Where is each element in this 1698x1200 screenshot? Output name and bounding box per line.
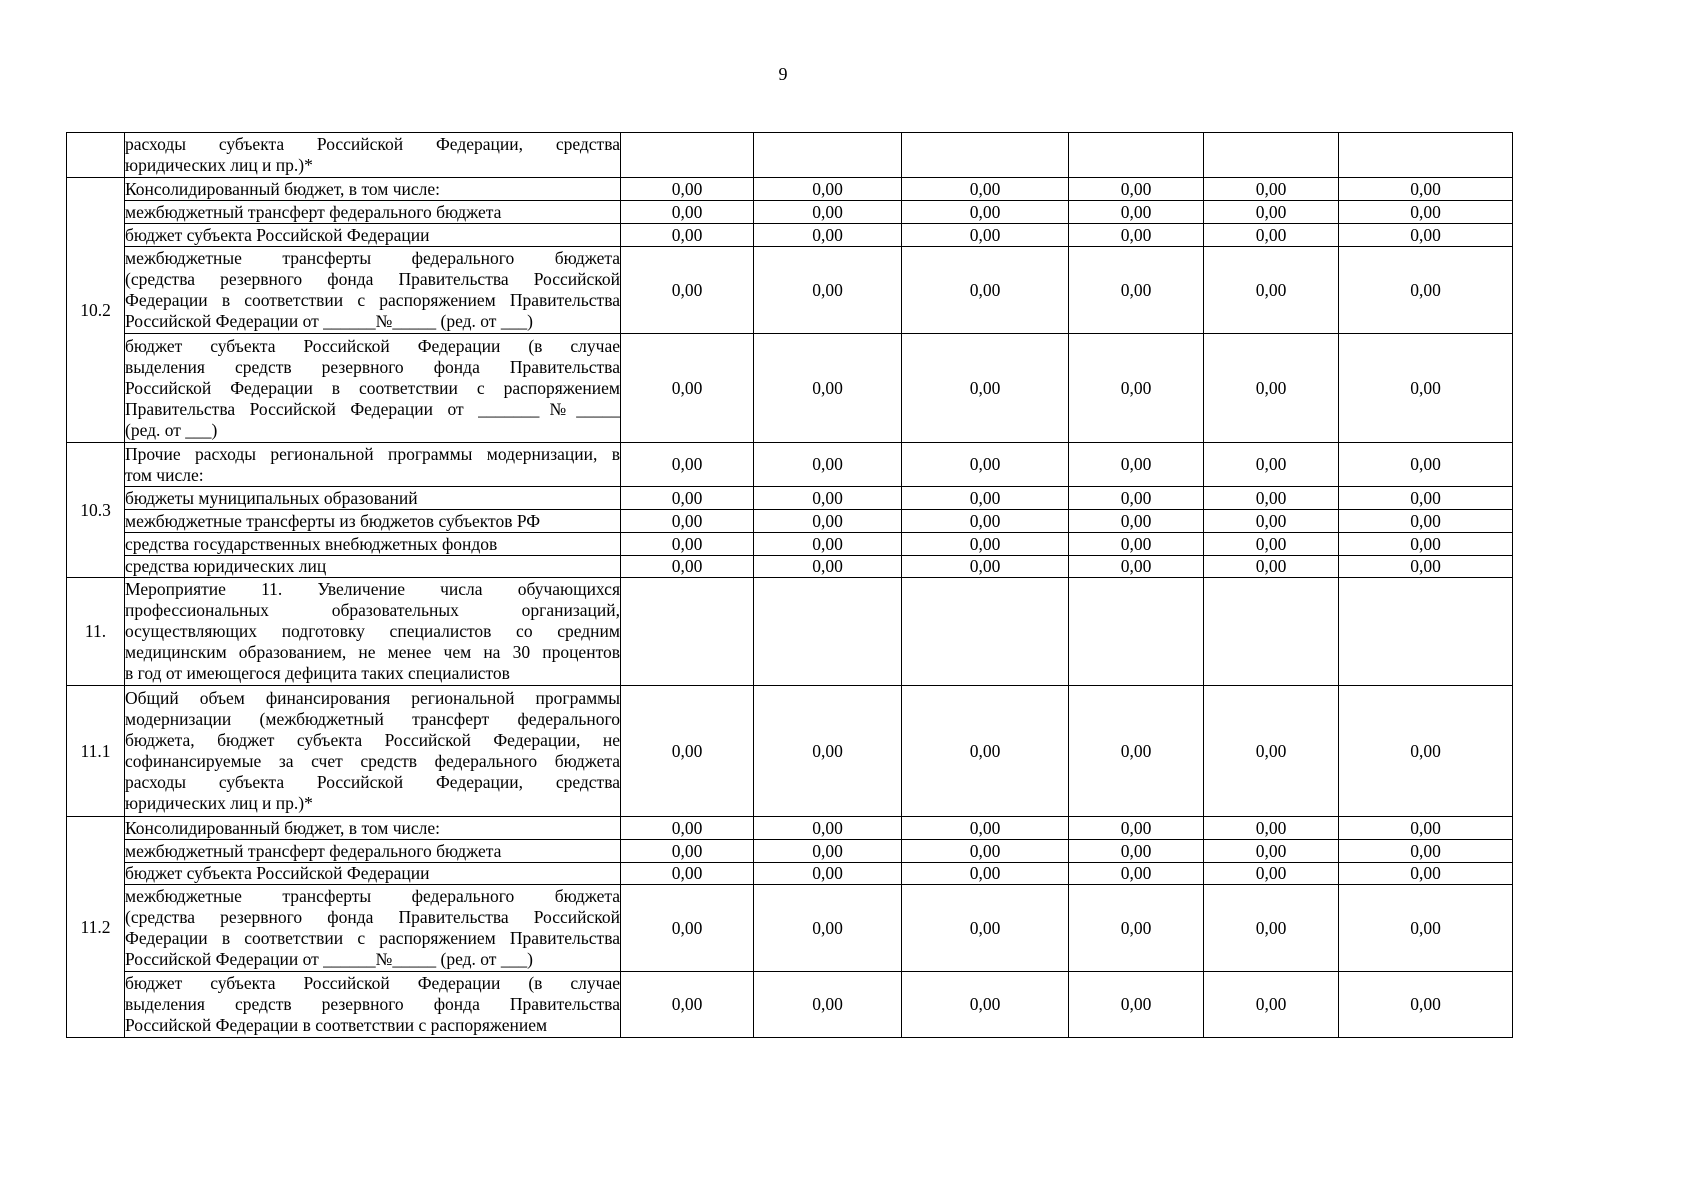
value-cell-5: 0,00	[1204, 885, 1339, 972]
value-cell-4: 0,00	[1069, 972, 1204, 1038]
description-cell	[125, 334, 621, 443]
description-cell	[125, 817, 621, 840]
table-row	[67, 487, 1513, 510]
description-cell	[125, 178, 621, 201]
value-cell-5: 0,00	[1204, 510, 1339, 533]
table-row	[67, 885, 1513, 972]
value-cell-2: 0,00	[754, 334, 902, 443]
description-line: Прочие расходы региональной программы модернизации, в	[125, 443, 620, 464]
description-line: Консолидированный бюджет, в том числе:	[125, 178, 441, 199]
description-line: выделения средств резервного фонда Правительства	[125, 356, 620, 377]
value-cell-2: 0,00	[754, 201, 902, 224]
value-cell-2: 0,00	[754, 178, 902, 201]
value-cell-6: 0,00	[1339, 201, 1513, 224]
description-cell	[125, 578, 621, 686]
table-row	[67, 817, 1513, 840]
description-line: расходы субъекта Российской Федерации, средства	[125, 134, 620, 154]
value-cell-6: 0,00	[1339, 972, 1513, 1038]
page-number: 9	[778, 64, 788, 84]
description-line: профессиональных образовательных организаций,	[125, 600, 620, 620]
value-cell-3: 0,00	[902, 840, 1069, 863]
description-line: Федерации в соответствии с распоряжением Правительства	[125, 928, 620, 948]
value-cell-3: 0,00	[902, 178, 1069, 201]
row-number-cell: 11.	[67, 578, 125, 686]
value-cell-1: 0,00	[621, 556, 754, 578]
description-line: Российской Федерации от ______№_____ (ред. от ___)	[125, 949, 533, 969]
value-cell-4: 0,00	[1069, 510, 1204, 533]
value-cell-6: 0,00	[1339, 686, 1513, 817]
table-row	[67, 578, 1513, 686]
value-cell-5: 0,00	[1204, 334, 1339, 443]
value-cell-2: 0,00	[754, 224, 902, 247]
value-cell-4: 0,00	[1069, 487, 1204, 510]
description-line: Правительства Российской Федерации от _______№_____	[125, 398, 620, 419]
row-number-cell: 10.3	[67, 443, 125, 578]
value-cell-1	[621, 578, 754, 686]
value-cell-4	[1069, 133, 1204, 178]
value-cell-4: 0,00	[1069, 556, 1204, 578]
description-cell	[125, 510, 621, 533]
value-cell-3: 0,00	[902, 487, 1069, 510]
value-cell-6: 0,00	[1339, 334, 1513, 443]
value-cell-5: 0,00	[1204, 178, 1339, 201]
value-cell-5: 0,00	[1204, 201, 1339, 224]
value-cell-1: 0,00	[621, 686, 754, 817]
value-cell-1: 0,00	[621, 863, 754, 885]
description-line: Общий объем финансирования региональной программы	[125, 688, 620, 708]
description-line: бюджет субъекта Российской Федерации (в случае	[125, 973, 620, 993]
row-number-cell: 11.2	[67, 817, 125, 1038]
description-line: межбюджетные трансферты из бюджетов субъектов РФ	[125, 510, 541, 531]
value-cell-5: 0,00	[1204, 972, 1339, 1038]
description-line: юридических лиц и пр.)*	[125, 155, 313, 175]
description-line: бюджет субъекта Российской Федерации	[125, 863, 430, 883]
value-cell-2: 0,00	[754, 556, 902, 578]
description-line: софинансируемые за счет средств федерального бюджета	[125, 751, 620, 771]
value-cell-1: 0,00	[621, 334, 754, 443]
description-cell	[125, 686, 621, 817]
value-cell-1: 0,00	[621, 224, 754, 247]
value-cell-5: 0,00	[1204, 840, 1339, 863]
table-row	[67, 972, 1513, 1038]
value-cell-4: 0,00	[1069, 247, 1204, 334]
description-line: медицинским образованием, не менее чем на 30 процентов	[125, 642, 620, 662]
table-row	[67, 840, 1513, 863]
value-cell-3: 0,00	[902, 972, 1069, 1038]
row-number-cell: 10.2	[67, 178, 125, 443]
table-row	[67, 133, 1513, 178]
value-cell-3: 0,00	[902, 224, 1069, 247]
row-number-cell	[67, 133, 125, 178]
table-row	[67, 556, 1513, 578]
table-row	[67, 224, 1513, 247]
description-line: межбюджетные трансферты федерального бюджета	[125, 248, 620, 268]
description-cell	[125, 533, 621, 556]
value-cell-4: 0,00	[1069, 817, 1204, 840]
description-cell	[125, 885, 621, 972]
value-cell-4: 0,00	[1069, 533, 1204, 556]
table-row	[67, 201, 1513, 224]
value-cell-6: 0,00	[1339, 247, 1513, 334]
description-line: том числе:	[125, 464, 204, 485]
description-line: межбюджетный трансферт федерального бюджета	[125, 201, 502, 222]
table-row	[67, 686, 1513, 817]
table-row	[67, 863, 1513, 885]
description-cell	[125, 224, 621, 247]
description-line: Мероприятие 11. Увеличение числа обучающихся	[125, 579, 620, 599]
value-cell-3	[902, 578, 1069, 686]
value-cell-6: 0,00	[1339, 443, 1513, 487]
value-cell-6	[1339, 578, 1513, 686]
value-cell-5: 0,00	[1204, 487, 1339, 510]
value-cell-2: 0,00	[754, 487, 902, 510]
value-cell-2: 0,00	[754, 533, 902, 556]
value-cell-3: 0,00	[902, 863, 1069, 885]
value-cell-3: 0,00	[902, 247, 1069, 334]
description-line: (средства резервного фонда Правительства Российской	[125, 907, 620, 927]
value-cell-6: 0,00	[1339, 840, 1513, 863]
value-cell-4: 0,00	[1069, 443, 1204, 487]
value-cell-1: 0,00	[621, 510, 754, 533]
description-line: модернизации (межбюджетный трансферт федерального	[125, 709, 620, 729]
value-cell-3	[902, 133, 1069, 178]
value-cell-1: 0,00	[621, 972, 754, 1038]
value-cell-6: 0,00	[1339, 817, 1513, 840]
value-cell-2: 0,00	[754, 863, 902, 885]
description-cell	[125, 247, 621, 334]
value-cell-6: 0,00	[1339, 487, 1513, 510]
value-cell-5: 0,00	[1204, 443, 1339, 487]
value-cell-1	[621, 133, 754, 178]
value-cell-3: 0,00	[902, 201, 1069, 224]
table-row	[67, 510, 1513, 533]
value-cell-2: 0,00	[754, 885, 902, 972]
value-cell-1: 0,00	[621, 817, 754, 840]
description-line: расходы субъекта Российской Федерации, средства	[125, 772, 620, 792]
table-row	[67, 334, 1513, 443]
value-cell-5: 0,00	[1204, 533, 1339, 556]
value-cell-4: 0,00	[1069, 863, 1204, 885]
value-cell-1: 0,00	[621, 247, 754, 334]
value-cell-3: 0,00	[902, 686, 1069, 817]
value-cell-3: 0,00	[902, 443, 1069, 487]
value-cell-4: 0,00	[1069, 885, 1204, 972]
description-line: Российской Федерации в соответствии с распоряжением	[125, 377, 620, 398]
value-cell-6: 0,00	[1339, 178, 1513, 201]
value-cell-3: 0,00	[902, 533, 1069, 556]
value-cell-3: 0,00	[902, 510, 1069, 533]
value-cell-6	[1339, 133, 1513, 178]
value-cell-2: 0,00	[754, 443, 902, 487]
value-cell-6: 0,00	[1339, 885, 1513, 972]
description-line: бюджет субъекта Российской Федерации (в случае	[125, 335, 620, 356]
description-cell	[125, 972, 621, 1038]
value-cell-4: 0,00	[1069, 178, 1204, 201]
value-cell-5: 0,00	[1204, 224, 1339, 247]
value-cell-2: 0,00	[754, 972, 902, 1038]
description-line: Российской Федерации от ______№_____ (ред. от ___)	[125, 311, 533, 331]
value-cell-6: 0,00	[1339, 510, 1513, 533]
value-cell-6: 0,00	[1339, 863, 1513, 885]
description-line: бюджеты муниципальных образований	[125, 487, 418, 508]
description-line: средства юридических лиц	[125, 556, 327, 576]
description-line: Консолидированный бюджет, в том числе:	[125, 817, 441, 838]
description-line: (ред. от ___)	[125, 419, 218, 440]
description-line: межбюджетные трансферты федерального бюджета	[125, 886, 620, 906]
value-cell-2	[754, 133, 902, 178]
value-cell-6: 0,00	[1339, 556, 1513, 578]
value-cell-3: 0,00	[902, 817, 1069, 840]
description-line: осуществляющих подготовку специалистов со средним	[125, 621, 620, 641]
description-line: Российской Федерации в соответствии с распоряжением	[125, 1015, 548, 1035]
description-line: межбюджетный трансферт федерального бюджета	[125, 840, 502, 861]
description-line: бюджет субъекта Российской Федерации	[125, 224, 430, 245]
value-cell-4: 0,00	[1069, 224, 1204, 247]
value-cell-2: 0,00	[754, 510, 902, 533]
value-cell-2	[754, 578, 902, 686]
value-cell-6: 0,00	[1339, 533, 1513, 556]
description-line: (средства резервного фонда Правительства Российской	[125, 269, 620, 289]
value-cell-4	[1069, 578, 1204, 686]
value-cell-1: 0,00	[621, 201, 754, 224]
description-line: Федерации в соответствии с распоряжением Правительства	[125, 290, 620, 310]
value-cell-5: 0,00	[1204, 247, 1339, 334]
value-cell-5	[1204, 578, 1339, 686]
table-row	[67, 533, 1513, 556]
value-cell-4: 0,00	[1069, 334, 1204, 443]
description-cell	[125, 487, 621, 510]
description-line: в год от имеющегося дефицита таких специалистов	[125, 663, 510, 683]
value-cell-2: 0,00	[754, 817, 902, 840]
table-row	[67, 443, 1513, 487]
value-cell-1: 0,00	[621, 487, 754, 510]
value-cell-2: 0,00	[754, 247, 902, 334]
value-cell-5: 0,00	[1204, 863, 1339, 885]
description-cell	[125, 133, 621, 178]
description-cell	[125, 443, 621, 487]
value-cell-3: 0,00	[902, 334, 1069, 443]
value-cell-2: 0,00	[754, 840, 902, 863]
table-row	[67, 247, 1513, 334]
value-cell-4: 0,00	[1069, 840, 1204, 863]
budget-table	[66, 132, 1513, 1038]
value-cell-1: 0,00	[621, 443, 754, 487]
description-line: средства государственных внебюджетных фондов	[125, 533, 498, 554]
value-cell-6: 0,00	[1339, 224, 1513, 247]
description-cell	[125, 840, 621, 863]
value-cell-5: 0,00	[1204, 686, 1339, 817]
value-cell-5	[1204, 133, 1339, 178]
value-cell-2: 0,00	[754, 686, 902, 817]
description-line: выделения средств резервного фонда Правительства	[125, 994, 620, 1014]
description-cell	[125, 201, 621, 224]
value-cell-4: 0,00	[1069, 686, 1204, 817]
description-cell	[125, 556, 621, 578]
value-cell-3: 0,00	[902, 885, 1069, 972]
description-line: бюджета, бюджет субъекта Российской Федерации, не	[125, 730, 620, 750]
description-line: юридических лиц и пр.)*	[125, 793, 313, 813]
value-cell-1: 0,00	[621, 178, 754, 201]
table-body	[67, 133, 1513, 1038]
value-cell-3: 0,00	[902, 556, 1069, 578]
row-number-cell: 11.1	[67, 686, 125, 817]
value-cell-1: 0,00	[621, 840, 754, 863]
value-cell-5: 0,00	[1204, 817, 1339, 840]
value-cell-5: 0,00	[1204, 556, 1339, 578]
value-cell-1: 0,00	[621, 885, 754, 972]
value-cell-4: 0,00	[1069, 201, 1204, 224]
table-row	[67, 178, 1513, 201]
description-cell	[125, 863, 621, 885]
value-cell-1: 0,00	[621, 533, 754, 556]
